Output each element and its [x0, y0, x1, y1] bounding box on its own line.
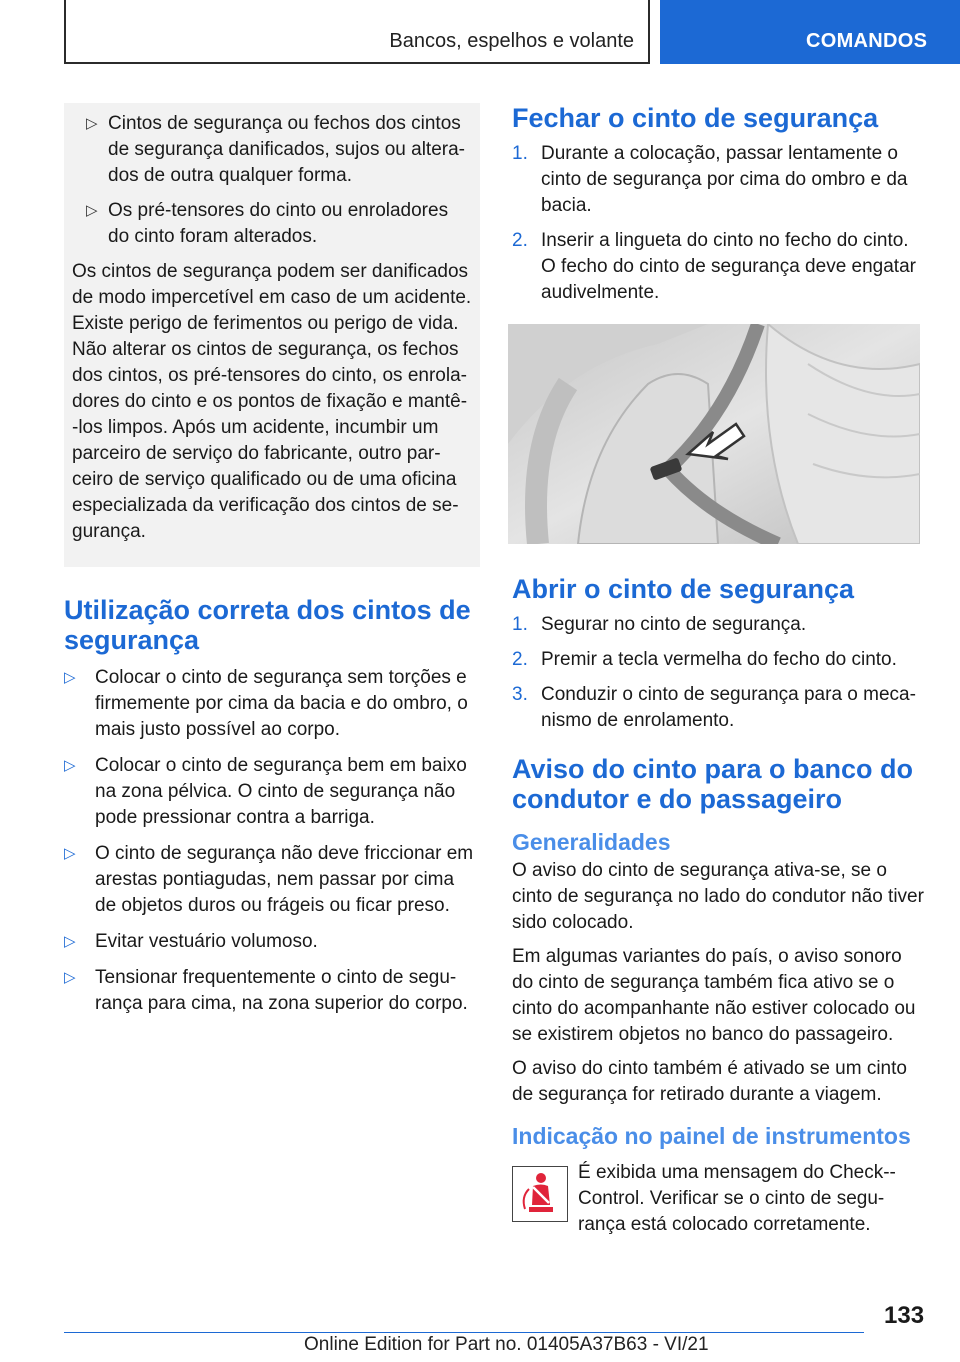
heading-correct-use: Utilização correta dos cintos de segurança [64, 595, 471, 655]
page-header [0, 0, 960, 66]
list-item: 2. Inserir a lingueta do cinto no fecho do cinto. O fecho do cinto de segurança deve engatar audivelmente. [512, 230, 916, 303]
list-item: 2. Premir a tecla vermelha do fecho do cinto. [512, 649, 897, 670]
triangle-bullet-icon: ▷ [86, 115, 98, 132]
triangle-bullet-icon: ▷ [64, 969, 76, 986]
list-item: 1. Segurar no cinto de segurança. [512, 614, 807, 635]
subheading-indicator: Indicação no painel de instrumentos [512, 1123, 911, 1149]
warning-box [64, 103, 480, 567]
list-item: ▷ Tensionar frequentemente o cinto de segu-rança para cima, na zona superior do corpo. [64, 967, 468, 1014]
chapter-tab-label: COMANDOS [806, 30, 928, 52]
triangle-bullet-icon: ▷ [64, 933, 76, 950]
left-column [64, 103, 480, 1027]
reminder-paragraph: O aviso do cinto também é ativado se um cinto de segurança for retirado durante a viagem. [512, 1058, 907, 1105]
triangle-bullet-icon: ▷ [86, 202, 98, 219]
reminder-paragraph: O aviso do cinto de segurança ativa-se, se o cinto de segurança no lado do condutor não tiver sido colocado. [512, 860, 924, 933]
warning-paragraph: Os cintos de segurança podem ser danificados de modo impercetível em caso de um acidente. Existe perigo de ferimentos ou perigo de vida. Não alterar os cintos de segurança, os fechos dos cintos, os pré-tensores do cinto, os enrola-dores do cinto e os pontos de fixação e mantê--los limpos. Após um acidente, incumbir um parceiro de serviço do fabricante, outro par-ceiro de serviço qualificado ou de uma oficina especializada da verificação dos cintos de se-gurança. [72, 261, 472, 542]
list-item: 3. Conduzir o cinto de segurança para o meca-nismo de enrolamento. [512, 684, 916, 731]
subheading-general: Generalidades [512, 829, 671, 855]
reminder-paragraph: Em algumas variantes do país, o aviso sonoro do cinto de segurança também fica ativo se o cinto do acompanhante não estiver colocado ou se existirem objetos no banco do passageiro. [512, 946, 916, 1045]
page-number: 133 [884, 1302, 925, 1329]
triangle-bullet-icon: ▷ [64, 669, 76, 686]
heading-open: Abrir o cinto de segurança [512, 574, 855, 604]
seatbelt-warning-icon [512, 1166, 568, 1222]
indicator-row [512, 1160, 928, 1238]
list-item: 1. Durante a colocação, passar lentamente o cinto de segurança por cima do ombro e da bacia. [512, 143, 908, 216]
heading-reminder: Aviso do cinto para o banco do condutor e do passageiro [512, 754, 914, 814]
triangle-bullet-icon: ▷ [64, 845, 76, 862]
fasten-steps [512, 141, 928, 306]
seatbelt-buckle-photo [508, 324, 920, 544]
list-item: ▷ Evitar vestuário volumoso. [64, 929, 480, 955]
chapter-tab [660, 0, 960, 64]
open-steps [512, 612, 928, 734]
header-section-box [64, 0, 650, 64]
heading-fasten: Fechar o cinto de segurança [512, 103, 879, 133]
footer-edition: Online Edition for Part no. 01405A37B63 - VI/21 [304, 1334, 709, 1355]
list-item: ▷ Colocar o cinto de segurança bem em baixo na zona pélvica. O cinto de segurança não pode pressionar contra a barriga. [64, 755, 467, 828]
indicator-text: É exibida uma mensagem do Check--Control. Verificar se o cinto de segu-rança está colocado corretamente. [578, 1162, 896, 1235]
right-column [512, 103, 928, 1238]
warning-bullet-list [72, 111, 472, 250]
triangle-bullet-icon: ▷ [64, 757, 76, 774]
list-item: ▷ Cintos de segurança ou fechos dos cintos de segurança danificados, sujos ou altera-dos de outra qualquer forma. [86, 113, 466, 186]
correct-use-list [64, 665, 480, 1017]
section-title: Bancos, espelhos e volante [389, 30, 634, 52]
list-item: ▷ O cinto de segurança não deve friccionar em arestas pontiagudas, nem passar por cima de objetos duros ou frágeis ou ficar preso. [64, 843, 474, 916]
list-item: ▷ Os pré-tensores do cinto ou enroladores do cinto foram alterados. [86, 200, 449, 247]
seatbelt-illustration [508, 324, 920, 544]
footer-divider [64, 1332, 864, 1333]
list-item: ▷ Colocar o cinto de segurança sem torções e firmemente por cima da bacia e do ombro, o mais justo possível ao corpo. [64, 667, 468, 740]
